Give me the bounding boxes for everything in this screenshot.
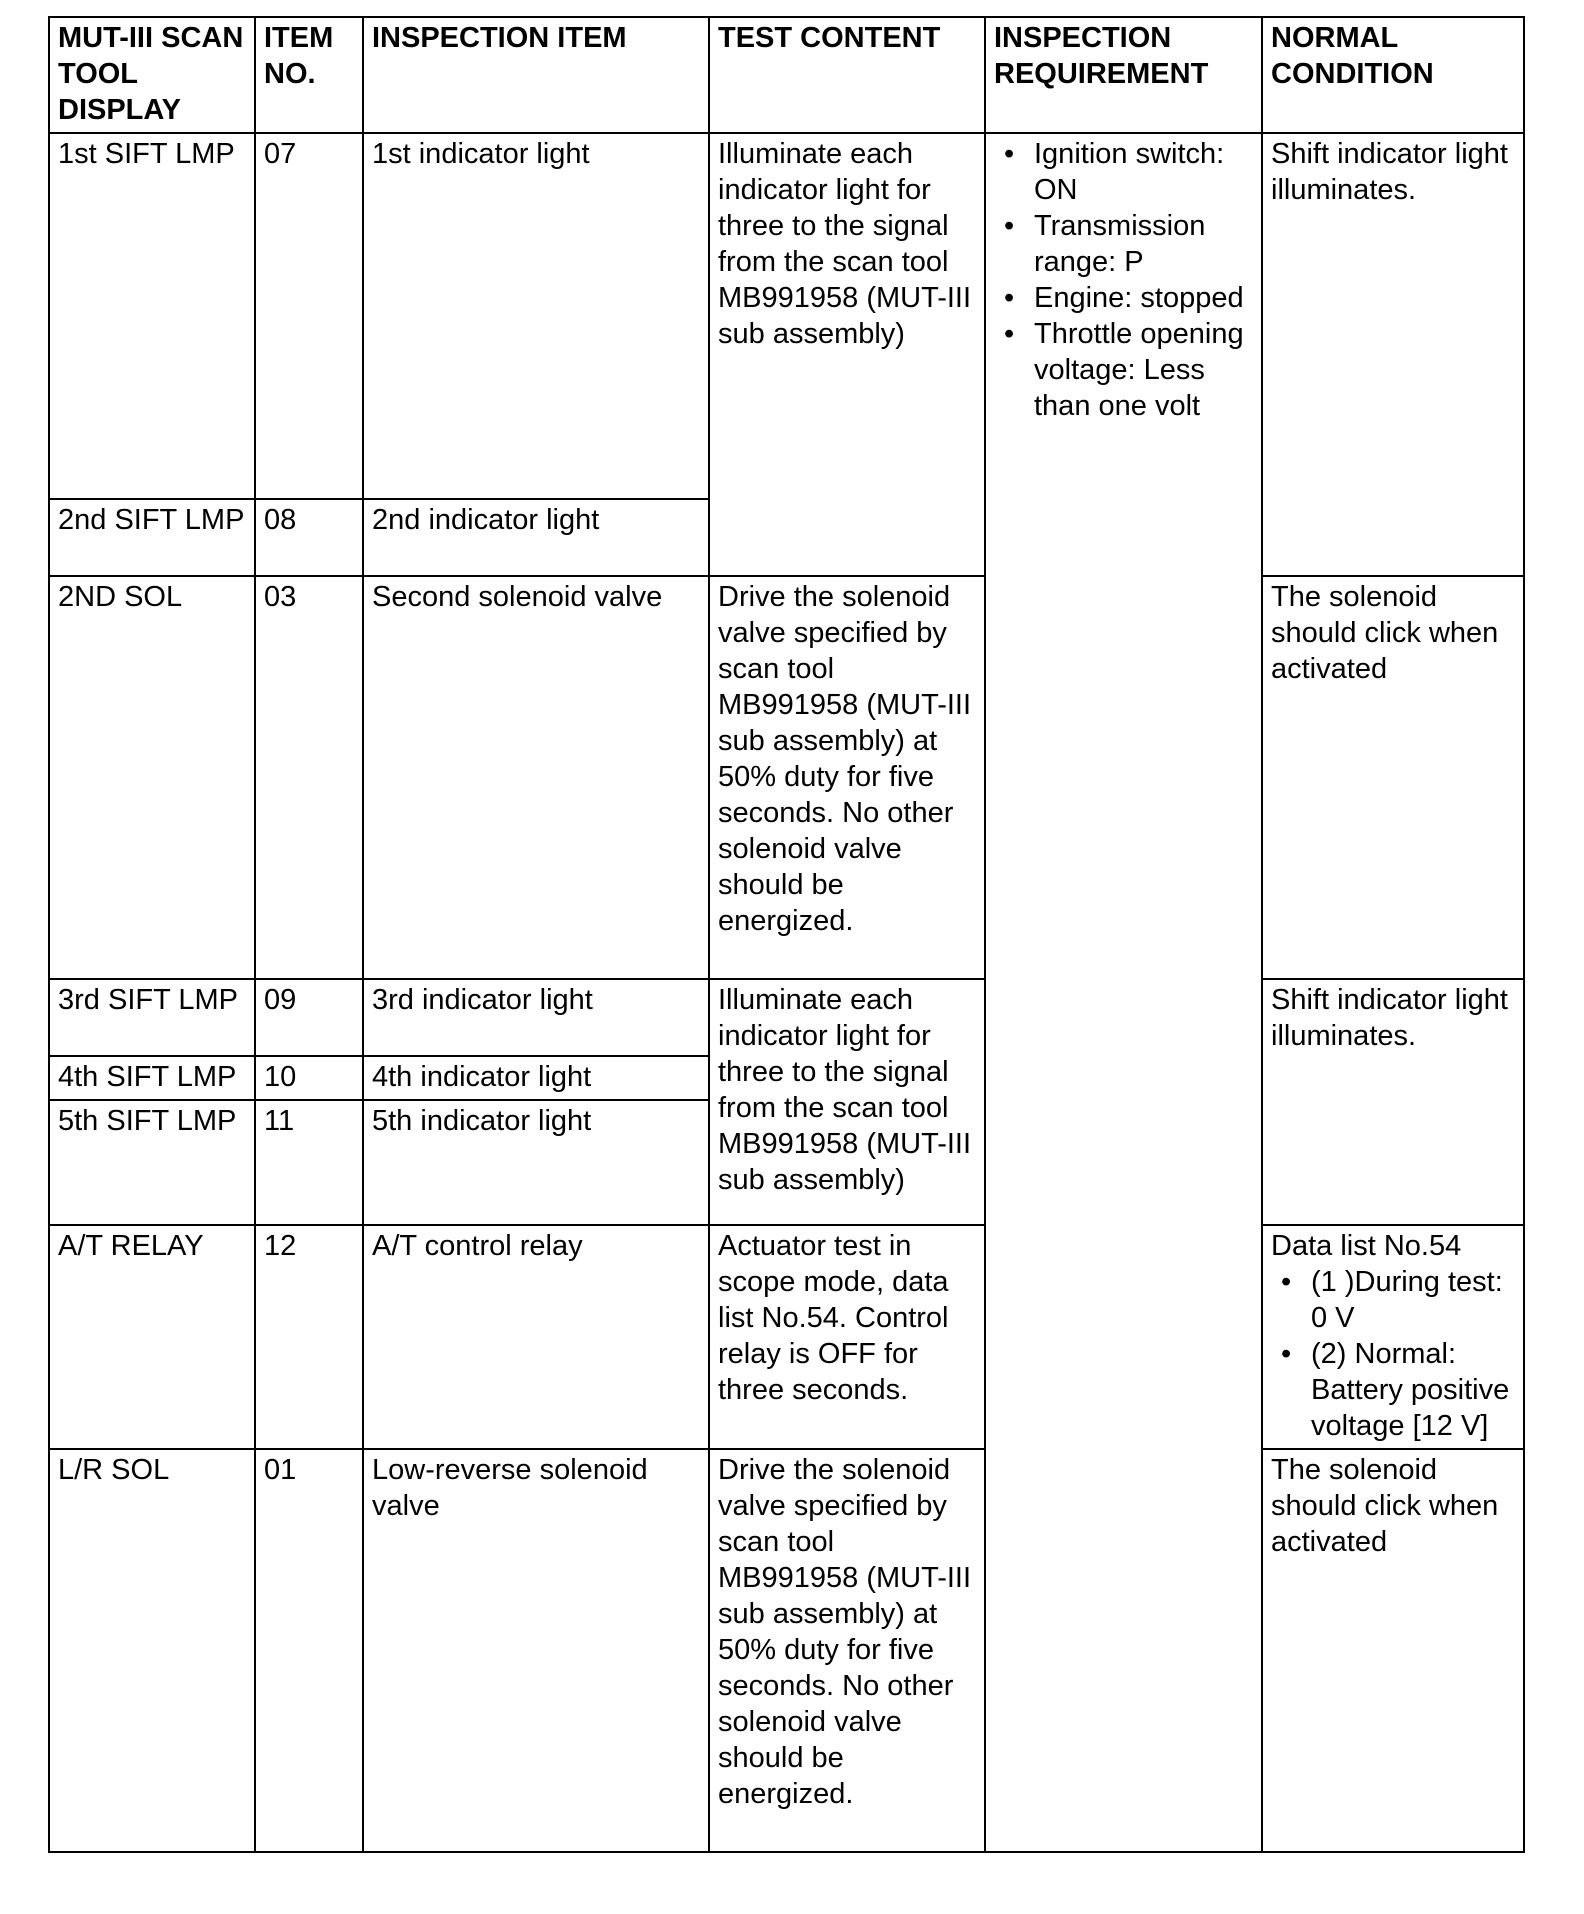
relay-condition-item: • (1 )During test: 0 V <box>1311 1264 1515 1336</box>
cell-test-content-lr-sol: Drive the solenoid valve specified by scan tool MB991958 (MUT-III sub assembly) at 50% duty for five seconds. No other solenoid valve should be energized. <box>709 1449 985 1852</box>
cell-item-no: 12 <box>255 1225 363 1449</box>
cell-display: 2ND SOL <box>49 576 255 979</box>
table-row <box>49 1225 1524 1449</box>
cell-test-content-2nd-sol: Drive the solenoid valve specified by scan tool MB991958 (MUT-III sub assembly) at 50% duty for five seconds. No other solenoid valve should be energized. <box>709 576 985 979</box>
cell-display: 5th SIFT LMP <box>49 1100 255 1225</box>
cell-inspection-item: Second solenoid valve <box>363 576 709 979</box>
cell-normal-condition-relay <box>1262 1225 1524 1449</box>
cell-item-no: 03 <box>255 576 363 979</box>
cell-display: 3rd SIFT LMP <box>49 979 255 1056</box>
cell-inspection-item: Low-reverse solenoid valve <box>363 1449 709 1852</box>
cell-test-content-lights-3-5: Illuminate each indicator light for three to the signal from the scan tool MB991958 (MUT-III sub assembly) <box>709 979 985 1225</box>
requirement-item: • Throttle opening voltage: Less than one volt <box>1034 316 1253 424</box>
cell-test-content-lights-1-2: Illuminate each indicator light for three to the signal from the scan tool MB991958 (MUT-III sub assembly) <box>709 133 985 576</box>
header-inspection-requirement: INSPECTION REQUIREMENT <box>985 17 1262 133</box>
table-row <box>49 1449 1524 1852</box>
header-inspection-item: INSPECTION ITEM <box>363 17 709 133</box>
header-test-content: TEST CONTENT <box>709 17 985 133</box>
cell-display: A/T RELAY <box>49 1225 255 1449</box>
inspection-table <box>48 16 1525 1853</box>
data-list-title: Data list No.54 <box>1271 1230 1462 1262</box>
table-row <box>49 133 1524 499</box>
relay-condition-list <box>1271 1264 1515 1444</box>
cell-item-no: 08 <box>255 499 363 576</box>
cell-item-no: 11 <box>255 1100 363 1225</box>
header-item-no: ITEM NO. <box>255 17 363 133</box>
requirement-item: • Engine: stopped <box>1034 280 1253 316</box>
cell-test-content-relay: Actuator test in scope mode, data list No.54. Control relay is OFF for three seconds. <box>709 1225 985 1449</box>
cell-normal-condition-2nd-sol: The solenoid should click when activated <box>1262 576 1524 979</box>
requirement-item: • Transmission range: P <box>1034 208 1253 280</box>
requirement-list <box>994 136 1253 424</box>
cell-inspection-item: 4th indicator light <box>363 1056 709 1100</box>
table-row <box>49 979 1524 1056</box>
cell-inspection-item: A/T control relay <box>363 1225 709 1449</box>
cell-item-no: 07 <box>255 133 363 499</box>
cell-item-no: 10 <box>255 1056 363 1100</box>
cell-item-no: 09 <box>255 979 363 1056</box>
cell-display: L/R SOL <box>49 1449 255 1852</box>
cell-inspection-item: 3rd indicator light <box>363 979 709 1056</box>
cell-display: 1st SIFT LMP <box>49 133 255 499</box>
table-header-row <box>49 17 1524 133</box>
cell-item-no: 01 <box>255 1449 363 1852</box>
cell-inspection-item: 5th indicator light <box>363 1100 709 1225</box>
cell-inspection-item: 1st indicator light <box>363 133 709 499</box>
requirement-item: • Ignition switch: ON <box>1034 136 1253 208</box>
cell-display: 4th SIFT LMP <box>49 1056 255 1100</box>
relay-condition-item: • (2) Normal: Battery positive voltage [12 V] <box>1311 1336 1515 1444</box>
cell-display: 2nd SIFT LMP <box>49 499 255 576</box>
cell-normal-condition-lights-1-2: Shift indicator light illuminates. <box>1262 133 1524 576</box>
header-normal-condition: NORMAL CONDITION <box>1262 17 1524 133</box>
cell-normal-condition-lights-3-5: Shift indicator light illuminates. <box>1262 979 1524 1225</box>
header-scan-tool-display: MUT-III SCAN TOOL DISPLAY <box>49 17 255 133</box>
table-row <box>49 576 1524 979</box>
cell-inspection-requirement <box>985 133 1262 1852</box>
cell-normal-condition-lr-sol: The solenoid should click when activated <box>1262 1449 1524 1852</box>
cell-inspection-item: 2nd indicator light <box>363 499 709 576</box>
